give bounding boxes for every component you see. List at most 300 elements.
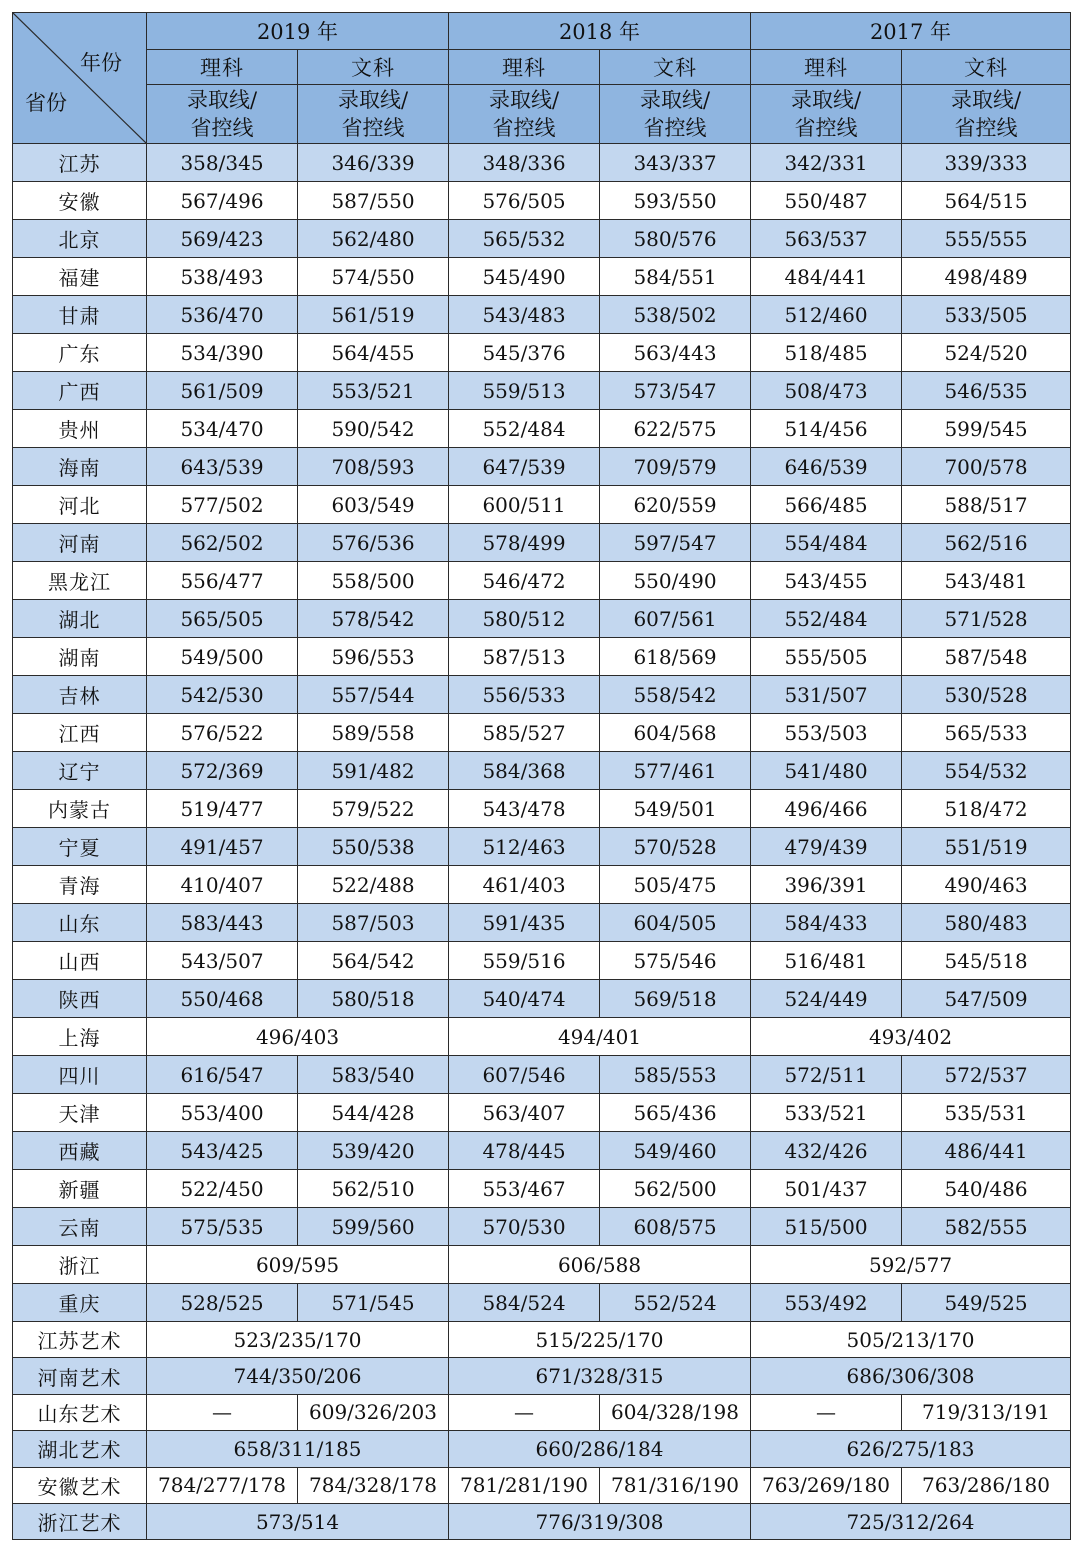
arts-score-cell: 545/518 — [902, 942, 1071, 980]
arts-score-cell: 555/555 — [902, 220, 1071, 258]
table-row — [13, 1322, 1071, 1358]
arts-score-cell: 565/533 — [902, 714, 1071, 752]
arts-score-cell: 554/532 — [902, 752, 1071, 790]
arts-score-cell: 587/548 — [902, 638, 1071, 676]
arts-score-cell: 490/463 — [902, 866, 1071, 904]
arts-score-cell: 549/525 — [902, 1284, 1071, 1322]
province-cell: 河南艺术 — [13, 1358, 147, 1394]
science-score-cell: 570/530 — [449, 1208, 600, 1246]
line-header-control: 省控线 — [492, 116, 556, 140]
province-cell: 黑龙江 — [13, 562, 147, 600]
science-score-cell: 534/390 — [147, 334, 298, 372]
province-cell: 山东艺术 — [13, 1394, 147, 1430]
table-row — [13, 1132, 1071, 1170]
arts-score-cell: 498/489 — [902, 258, 1071, 296]
table-row — [13, 828, 1071, 866]
arts-score-cell: 558/542 — [600, 676, 751, 714]
science-score-cell: 545/376 — [449, 334, 600, 372]
arts-score-cell: 589/558 — [298, 714, 449, 752]
science-score-cell: 556/477 — [147, 562, 298, 600]
arts-score-cell: 604/328/198 — [600, 1394, 751, 1430]
table-row — [13, 1170, 1071, 1208]
table-row — [13, 524, 1071, 562]
track-header-science-2017: 理科 — [751, 50, 902, 85]
arts-score-cell: 620/559 — [600, 486, 751, 524]
province-cell: 云南 — [13, 1208, 147, 1246]
arts-score-cell: 544/428 — [298, 1094, 449, 1132]
arts-score-cell: 596/553 — [298, 638, 449, 676]
science-score-cell: 584/524 — [449, 1284, 600, 1322]
arts-score-cell: 346/339 — [298, 144, 449, 182]
arts-score-cell: 583/540 — [298, 1056, 449, 1094]
arts-score-cell: 569/518 — [600, 980, 751, 1018]
province-cell: 重庆 — [13, 1284, 147, 1322]
science-score-cell: 342/331 — [751, 144, 902, 182]
science-score-cell: 348/336 — [449, 144, 600, 182]
arts-score-cell: 587/550 — [298, 182, 449, 220]
line-header-control: 省控线 — [954, 116, 1018, 140]
table-header — [13, 13, 1071, 144]
arts-score-cell: 709/579 — [600, 448, 751, 486]
arts-score-cell: 591/482 — [298, 752, 449, 790]
science-score-cell: 515/500 — [751, 1208, 902, 1246]
arts-score-cell: 343/337 — [600, 144, 751, 182]
arts-score-cell: 546/535 — [902, 372, 1071, 410]
table-row — [13, 904, 1071, 942]
province-cell: 贵州 — [13, 410, 147, 448]
track-header-science-2018: 理科 — [449, 50, 600, 85]
arts-score-cell: 539/420 — [298, 1132, 449, 1170]
arts-score-cell: 564/455 — [298, 334, 449, 372]
arts-score-cell: 505/475 — [600, 866, 751, 904]
science-score-cell: 569/423 — [147, 220, 298, 258]
arts-score-cell: 522/488 — [298, 866, 449, 904]
science-score-cell: 549/500 — [147, 638, 298, 676]
arts-score-cell: 564/515 — [902, 182, 1071, 220]
province-cell: 山西 — [13, 942, 147, 980]
science-score-cell: 600/511 — [449, 486, 600, 524]
province-cell: 甘肃 — [13, 296, 147, 334]
table-row — [13, 1431, 1071, 1467]
science-score-cell: 616/547 — [147, 1056, 298, 1094]
science-score-cell: 577/502 — [147, 486, 298, 524]
merged-score-cell: 494/401 — [449, 1018, 751, 1056]
province-cell: 江苏 — [13, 144, 147, 182]
table-row — [13, 752, 1071, 790]
science-score-cell: 587/513 — [449, 638, 600, 676]
table-row — [13, 448, 1071, 486]
arts-score-cell: 561/519 — [298, 296, 449, 334]
science-score-cell: 538/493 — [147, 258, 298, 296]
corner-province-label: 省份 — [25, 91, 67, 115]
science-score-cell: 501/437 — [751, 1170, 902, 1208]
table-row — [13, 866, 1071, 904]
arts-score-cell: 784/328/178 — [298, 1467, 449, 1503]
arts-score-cell: 597/547 — [600, 524, 751, 562]
corner-year-label: 年份 — [80, 51, 122, 75]
arts-score-cell: 552/524 — [600, 1284, 751, 1322]
admission-scores-table — [12, 12, 1071, 1540]
province-cell: 安徽 — [13, 182, 147, 220]
arts-score-cell: 700/578 — [902, 448, 1071, 486]
table-row — [13, 486, 1071, 524]
arts-score-cell: 570/528 — [600, 828, 751, 866]
arts-score-cell: 572/537 — [902, 1056, 1071, 1094]
science-score-cell: 583/443 — [147, 904, 298, 942]
arts-score-cell: 609/326/203 — [298, 1394, 449, 1430]
arts-score-cell: 550/490 — [600, 562, 751, 600]
science-score-cell: 562/502 — [147, 524, 298, 562]
merged-score-cell: 609/595 — [147, 1246, 449, 1284]
science-score-cell: 572/369 — [147, 752, 298, 790]
science-score-cell: 543/425 — [147, 1132, 298, 1170]
arts-score-cell: 608/575 — [600, 1208, 751, 1246]
science-score-cell: 559/516 — [449, 942, 600, 980]
year-header-2017: 2017 年 — [751, 13, 1071, 50]
year-header-2019: 2019 年 — [147, 13, 449, 50]
arts-score-cell: 535/531 — [902, 1094, 1071, 1132]
table-row — [13, 1018, 1071, 1056]
merged-score-cell: 686/306/308 — [751, 1358, 1071, 1394]
science-score-cell: 540/474 — [449, 980, 600, 1018]
province-cell: 天津 — [13, 1094, 147, 1132]
track-header-arts-2017: 文科 — [902, 50, 1071, 85]
science-score-cell: 584/433 — [751, 904, 902, 942]
science-score-cell: 647/539 — [449, 448, 600, 486]
province-cell: 宁夏 — [13, 828, 147, 866]
province-cell: 浙江艺术 — [13, 1503, 147, 1539]
table-body — [13, 144, 1071, 1540]
line-header-control: 省控线 — [341, 116, 405, 140]
science-score-cell: 534/470 — [147, 410, 298, 448]
arts-score-cell: 562/480 — [298, 220, 449, 258]
province-cell: 河南 — [13, 524, 147, 562]
diagonal-divider — [13, 13, 146, 143]
science-score-cell: — — [449, 1394, 600, 1430]
province-cell: 浙江 — [13, 1246, 147, 1284]
arts-score-cell: 518/472 — [902, 790, 1071, 828]
arts-score-cell: 580/518 — [298, 980, 449, 1018]
province-cell: 安徽艺术 — [13, 1467, 147, 1503]
line-header — [751, 85, 902, 144]
arts-score-cell: 585/553 — [600, 1056, 751, 1094]
arts-score-cell: 524/520 — [902, 334, 1071, 372]
science-score-cell: 543/455 — [751, 562, 902, 600]
science-score-cell: 553/503 — [751, 714, 902, 752]
science-score-cell: 542/530 — [147, 676, 298, 714]
science-score-cell: 585/527 — [449, 714, 600, 752]
line-header-control: 省控线 — [643, 116, 707, 140]
science-score-cell: 358/345 — [147, 144, 298, 182]
science-score-cell: 763/269/180 — [751, 1467, 902, 1503]
arts-score-cell: 339/333 — [902, 144, 1071, 182]
science-score-cell: 572/511 — [751, 1056, 902, 1094]
province-cell: 河北 — [13, 486, 147, 524]
science-score-cell: 563/407 — [449, 1094, 600, 1132]
table-row — [13, 372, 1071, 410]
arts-score-cell: 580/483 — [902, 904, 1071, 942]
line-header-admission: 录取线/ — [950, 88, 1022, 112]
arts-score-cell: 590/542 — [298, 410, 449, 448]
science-score-cell: 491/457 — [147, 828, 298, 866]
province-cell: 辽宁 — [13, 752, 147, 790]
table-row — [13, 1246, 1071, 1284]
line-header — [298, 85, 449, 144]
science-score-cell: 552/484 — [751, 600, 902, 638]
table-row — [13, 1208, 1071, 1246]
province-cell: 湖北艺术 — [13, 1431, 147, 1467]
province-cell: 江苏艺术 — [13, 1322, 147, 1358]
arts-score-cell: 575/546 — [600, 942, 751, 980]
merged-score-cell: 592/577 — [751, 1246, 1071, 1284]
science-score-cell: 578/499 — [449, 524, 600, 562]
science-score-cell: 607/546 — [449, 1056, 600, 1094]
province-cell: 青海 — [13, 866, 147, 904]
arts-score-cell: 573/547 — [600, 372, 751, 410]
science-score-cell: 518/485 — [751, 334, 902, 372]
province-cell: 山东 — [13, 904, 147, 942]
science-score-cell: 561/509 — [147, 372, 298, 410]
science-score-cell: 566/485 — [751, 486, 902, 524]
science-score-cell: 781/281/190 — [449, 1467, 600, 1503]
table-row — [13, 676, 1071, 714]
science-score-cell: 550/487 — [751, 182, 902, 220]
table-row — [13, 144, 1071, 182]
science-score-cell: 543/483 — [449, 296, 600, 334]
province-cell: 广东 — [13, 334, 147, 372]
science-score-cell: 784/277/178 — [147, 1467, 298, 1503]
science-score-cell: 479/439 — [751, 828, 902, 866]
arts-score-cell: 533/505 — [902, 296, 1071, 334]
track-header-arts-2018: 文科 — [600, 50, 751, 85]
arts-score-cell: 603/549 — [298, 486, 449, 524]
arts-score-cell: 551/519 — [902, 828, 1071, 866]
track-header-science-2019: 理科 — [147, 50, 298, 85]
corner-header-cell — [13, 13, 147, 144]
science-score-cell: 516/481 — [751, 942, 902, 980]
province-cell: 上海 — [13, 1018, 147, 1056]
table-row — [13, 296, 1071, 334]
merged-score-cell: 505/213/170 — [751, 1322, 1071, 1358]
arts-score-cell: 579/522 — [298, 790, 449, 828]
province-cell: 湖南 — [13, 638, 147, 676]
line-header-admission: 录取线/ — [337, 88, 409, 112]
arts-score-cell: 558/500 — [298, 562, 449, 600]
merged-score-cell: 744/350/206 — [147, 1358, 449, 1394]
table-row — [13, 1094, 1071, 1132]
arts-score-cell: 543/481 — [902, 562, 1071, 600]
line-header — [449, 85, 600, 144]
merged-score-cell: 496/403 — [147, 1018, 449, 1056]
science-score-cell: 512/460 — [751, 296, 902, 334]
merged-score-cell: 660/286/184 — [449, 1431, 751, 1467]
arts-score-cell: 593/550 — [600, 182, 751, 220]
arts-score-cell: 588/517 — [902, 486, 1071, 524]
province-cell: 北京 — [13, 220, 147, 258]
science-score-cell: 553/467 — [449, 1170, 600, 1208]
arts-score-cell: 565/436 — [600, 1094, 751, 1132]
merged-score-cell: 725/312/264 — [751, 1503, 1071, 1539]
science-score-cell: 643/539 — [147, 448, 298, 486]
line-header — [600, 85, 751, 144]
arts-score-cell: 550/538 — [298, 828, 449, 866]
arts-score-cell: 599/560 — [298, 1208, 449, 1246]
province-cell: 广西 — [13, 372, 147, 410]
arts-score-cell: 553/521 — [298, 372, 449, 410]
science-score-cell: 555/505 — [751, 638, 902, 676]
table-row — [13, 220, 1071, 258]
province-cell: 陕西 — [13, 980, 147, 1018]
arts-score-cell: 576/536 — [298, 524, 449, 562]
science-score-cell: 584/368 — [449, 752, 600, 790]
table-row — [13, 1503, 1071, 1539]
line-header — [147, 85, 298, 144]
arts-score-cell: 563/443 — [600, 334, 751, 372]
table-row — [13, 410, 1071, 448]
science-score-cell: 514/456 — [751, 410, 902, 448]
line-header-control: 省控线 — [190, 116, 254, 140]
science-score-cell: 478/445 — [449, 1132, 600, 1170]
science-score-cell: 541/480 — [751, 752, 902, 790]
arts-score-cell: 781/316/190 — [600, 1467, 751, 1503]
science-score-cell: 536/470 — [147, 296, 298, 334]
science-score-cell: 580/512 — [449, 600, 600, 638]
arts-score-cell: 587/503 — [298, 904, 449, 942]
science-score-cell: 410/407 — [147, 866, 298, 904]
science-score-cell: 554/484 — [751, 524, 902, 562]
science-score-cell: 396/391 — [751, 866, 902, 904]
merged-score-cell: 658/311/185 — [147, 1431, 449, 1467]
arts-score-cell: 719/313/191 — [902, 1394, 1071, 1430]
arts-score-cell: 599/545 — [902, 410, 1071, 448]
line-header — [902, 85, 1071, 144]
science-score-cell: 508/473 — [751, 372, 902, 410]
arts-score-cell: 604/505 — [600, 904, 751, 942]
table-row — [13, 1056, 1071, 1094]
science-score-cell: 461/403 — [449, 866, 600, 904]
arts-score-cell: 562/500 — [600, 1170, 751, 1208]
science-score-cell: 546/472 — [449, 562, 600, 600]
table-row — [13, 1284, 1071, 1322]
science-score-cell: 565/505 — [147, 600, 298, 638]
arts-score-cell: 540/486 — [902, 1170, 1071, 1208]
table-row — [13, 182, 1071, 220]
arts-score-cell: 622/575 — [600, 410, 751, 448]
science-score-cell: 524/449 — [751, 980, 902, 1018]
line-header-admission: 录取线/ — [639, 88, 711, 112]
province-cell: 海南 — [13, 448, 147, 486]
province-cell: 江西 — [13, 714, 147, 752]
science-score-cell: 576/505 — [449, 182, 600, 220]
merged-score-cell: 515/225/170 — [449, 1322, 751, 1358]
arts-score-cell: 582/555 — [902, 1208, 1071, 1246]
arts-score-cell: 562/510 — [298, 1170, 449, 1208]
arts-score-cell: 538/502 — [600, 296, 751, 334]
merged-score-cell: 573/514 — [147, 1503, 449, 1539]
merged-score-cell: 523/235/170 — [147, 1322, 449, 1358]
science-score-cell: 563/537 — [751, 220, 902, 258]
arts-score-cell: 578/542 — [298, 600, 449, 638]
merged-score-cell: 626/275/183 — [751, 1431, 1071, 1467]
merged-score-cell: 776/319/308 — [449, 1503, 751, 1539]
table-row — [13, 334, 1071, 372]
merged-score-cell: 671/328/315 — [449, 1358, 751, 1394]
line-header-admission: 录取线/ — [186, 88, 258, 112]
table-row — [13, 1394, 1071, 1430]
table-row — [13, 790, 1071, 828]
year-header-2018: 2018 年 — [449, 13, 751, 50]
science-score-cell: 550/468 — [147, 980, 298, 1018]
line-header-control: 省控线 — [794, 116, 858, 140]
science-score-cell: 522/450 — [147, 1170, 298, 1208]
table-row — [13, 942, 1071, 980]
table-row — [13, 1358, 1071, 1394]
science-score-cell: 432/426 — [751, 1132, 902, 1170]
arts-score-cell: 574/550 — [298, 258, 449, 296]
arts-score-cell: 580/576 — [600, 220, 751, 258]
line-header-admission: 录取线/ — [790, 88, 862, 112]
arts-score-cell: 763/286/180 — [902, 1467, 1071, 1503]
arts-score-cell: 486/441 — [902, 1132, 1071, 1170]
science-score-cell: 543/478 — [449, 790, 600, 828]
science-score-cell: 545/490 — [449, 258, 600, 296]
science-score-cell: 591/435 — [449, 904, 600, 942]
arts-score-cell: 549/501 — [600, 790, 751, 828]
table-row — [13, 562, 1071, 600]
science-score-cell: — — [147, 1394, 298, 1430]
science-score-cell: 496/466 — [751, 790, 902, 828]
science-score-cell: 484/441 — [751, 258, 902, 296]
province-cell: 西藏 — [13, 1132, 147, 1170]
province-cell: 四川 — [13, 1056, 147, 1094]
arts-score-cell: 530/528 — [902, 676, 1071, 714]
science-score-cell: 552/484 — [449, 410, 600, 448]
science-score-cell: 556/533 — [449, 676, 600, 714]
science-score-cell: 646/539 — [751, 448, 902, 486]
table-row — [13, 600, 1071, 638]
arts-score-cell: 571/528 — [902, 600, 1071, 638]
arts-score-cell: 571/545 — [298, 1284, 449, 1322]
science-score-cell: 576/522 — [147, 714, 298, 752]
science-score-cell: 519/477 — [147, 790, 298, 828]
science-score-cell: 533/521 — [751, 1094, 902, 1132]
province-cell: 福建 — [13, 258, 147, 296]
merged-score-cell: 606/588 — [449, 1246, 751, 1284]
arts-score-cell: 557/544 — [298, 676, 449, 714]
arts-score-cell: 564/542 — [298, 942, 449, 980]
province-cell: 新疆 — [13, 1170, 147, 1208]
science-score-cell: — — [751, 1394, 902, 1430]
table-row — [13, 258, 1071, 296]
science-score-cell: 559/513 — [449, 372, 600, 410]
science-score-cell: 531/507 — [751, 676, 902, 714]
arts-score-cell: 577/461 — [600, 752, 751, 790]
science-score-cell: 565/532 — [449, 220, 600, 258]
province-cell: 湖北 — [13, 600, 147, 638]
arts-score-cell: 607/561 — [600, 600, 751, 638]
line-header-admission: 录取线/ — [488, 88, 560, 112]
arts-score-cell: 562/516 — [902, 524, 1071, 562]
arts-score-cell: 618/569 — [600, 638, 751, 676]
arts-score-cell: 547/509 — [902, 980, 1071, 1018]
arts-score-cell: 584/551 — [600, 258, 751, 296]
science-score-cell: 553/492 — [751, 1284, 902, 1322]
table-row — [13, 1467, 1071, 1503]
table-row — [13, 638, 1071, 676]
science-score-cell: 567/496 — [147, 182, 298, 220]
science-score-cell: 553/400 — [147, 1094, 298, 1132]
arts-score-cell: 549/460 — [600, 1132, 751, 1170]
